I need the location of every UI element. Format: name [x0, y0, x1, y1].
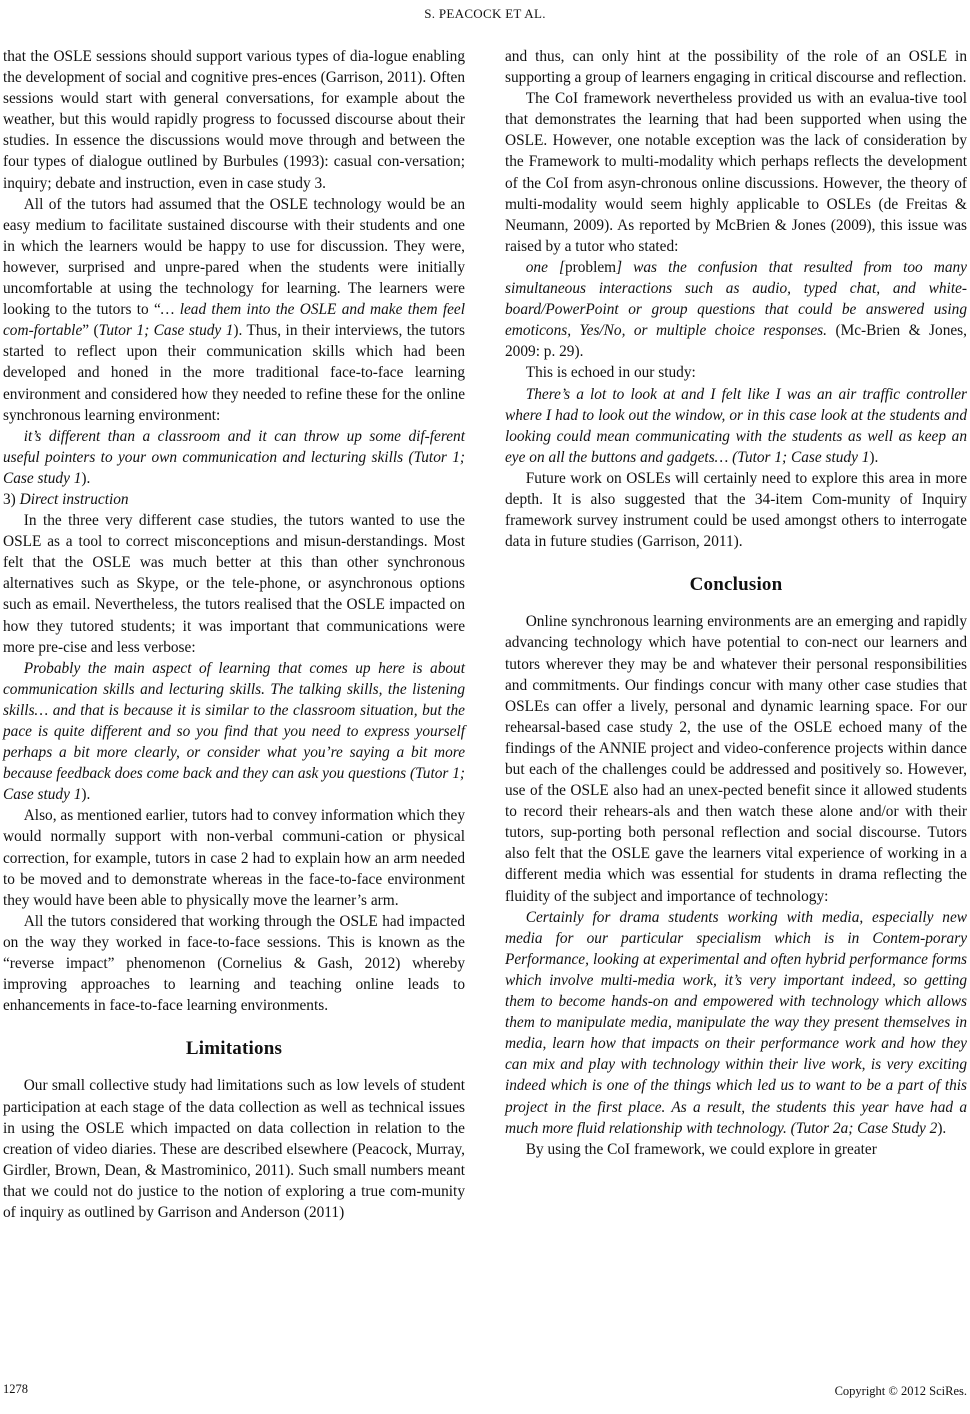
paragraph: Online synchronous learning environments are an emerging and rapidly advancing technology which have potential to con-nect our learners and tutors wherever they may be and whatever their personal responsibilities and commitments. Our findings concur with many other case studies that OSLEs can offer a lively, personal and dynamic learning space. For our rehearsal-based case study 2, the use of the OSLE echoed many of the findings of the ANNIE project and video-conference projects within dance but each of the challenges could be addressed and positively so. However, use of the OSLE also had an unex-pected benefit since it allowed students to record their rehears-als and then watch these alone and/or with their tutors, sup-porting both personal reflection and social discourse. Tutors also felt that the OSLE gave the learners vital experience of working in a different media which was essential for students in drama reflecting the fluidity of the subject and importance of technology:	[505, 613, 967, 905]
section-heading-limitations: Limitations	[185, 1038, 283, 1060]
paragraph: and thus, can only hint at the possibility of the role of an OSLE in supporting a group of learners engaging in critical discourse and reflection.	[505, 48, 967, 87]
citation: Tutor 1; Case study 1	[3, 448, 465, 487]
block-quote: There’s a lot to look at and I felt like I was an air traffic controller where I had to look out the window, or in this case look at the students and looking could mean communicating with the students as well as keep an eye on all the buttons and gadgets… (Tutor 1; Case study 1).	[505, 385, 967, 466]
paragraph: All the tutors considered that working through the OSLE had impacted on the way they worked in face-to-face sessions. This is known as the “reverse impact” phenomenon (Cornelius & Gash, 2012) whereby improving approaches to learning and teaching online leads to enhancements in face-to-face learning environments.	[3, 912, 465, 1015]
citation: (Mc-Brien & Jones, 2009: p. 29).	[505, 322, 967, 361]
copyright-notice: Copyright © 2012 SciRes.	[834, 1384, 967, 1398]
block-quote: one [problem] was the confusion that resulted from too many simultaneous interactions such as audio, typed chat, and white-board/PowerPoint or group questions that could be answered using emoticons, Yes/No, or multiple choice responses. (Mc-Brien & Jones, 2009: p. 29).	[505, 258, 967, 361]
paragraph: In the three very different case studies, the tutors wanted to use the OSLE as a tool to correct misconceptions and misun-derstandings. Most felt that the OSLE was much better at this than other synchronous alternatives such as Skype, or the tele-phone, or asynchronous options such as email. Nevertheless, the tutors realised that the OSLE impacted on how they tutored students; it was important that communications were more pre-cise and less verbose:	[3, 512, 465, 656]
paragraph: Future work on OSLEs will certainly need to explore this area in more depth. It is also suggested that the 34-item Com-munity of Inquiry framework survey instrument could be used amongst others to interrogate data in future studies (Garrison, 2011).	[505, 469, 967, 551]
citation: Tutor 1; Case study 1	[98, 322, 234, 340]
subsection-heading: 3) Direct instruction	[3, 490, 129, 508]
paragraph: Our small collective study had limitations such as low levels of student participation at each stage of the data collection as well as technical issues in using the OSLE which impacted on data collection in relation to the creation of video diaries. These are described elsewhere (Peacock, Murray, Girdler, Brown, Dean, & Mastrominico, 2011). Such small numbers meant that we could not do justice to the notion of exploring a true com-munity of inquiry as outlined by Garrison and Anderson (2011)	[3, 1077, 465, 1221]
running-head: S. PEACOCK ET AL.	[424, 6, 546, 21]
block-quote: Probably the main aspect of learning that comes up here is about communication skills and lecturing skills. The talking skills, the listening skills… and that is because it is similar to the classroom situation, but the pace is quite different and so you find that you need to express yourself perhaps a bit more clearly, or consider what you’re saying a bit more because feedback does come back and they can ask you questions (Tutor 1; Case study 1).	[3, 659, 465, 804]
section-heading-conclusion: Conclusion	[689, 574, 783, 596]
paragraph: All of the tutors had assumed that the OSLE technology would be an easy medium to facilitate sustained discourse with their students and one in which the learners would be happy to use for discussion. They were, however, surprised and unpre-pared when the students were initially uncomfortable at using the technology for learning. The learners were looking to the tutors to “… lead them into the OSLE and make them feel com-fortable” (Tutor 1; Case study 1). Thus, in their interviews, the tutors started to reflect upon their communication skills which had been developed and honed in the more traditional face-to-face learning environment and considered how they needed to refine these for the online synchronous learning environment:	[3, 195, 465, 424]
citation: Tutor 2a; Case Study 2	[795, 1119, 938, 1137]
paragraph: By using the CoI framework, we could explore in greater	[525, 1140, 877, 1158]
citation: Tutor 1; Case study 1	[737, 448, 870, 466]
citation: Tutor 1; Case study 1	[3, 765, 465, 804]
block-quote: it’s different than a classroom and it can throw up some dif-ferent useful pointers to your own communication and lecturing skills (Tutor 1; Case study 1).	[3, 427, 465, 487]
paragraph: Also, as mentioned earlier, tutors had to convey information which they would normally support with non-verbal communi-cation or physical correction, for example, tutors in case 2 had to explain how an arm needed to be moved and to demonstrate whereas in the face-to-face environment they would have been able to physically move the learner’s arm.	[3, 807, 465, 909]
page-number: 1278	[3, 1382, 28, 1396]
right-column	[505, 46, 967, 1160]
paragraph: that the OSLE sessions should support various types of dia-logue enabling the development of social and cognitive pres-ences (Garrison, 2011). Often sessions would start with general conversations, for example about the weather, but this would rapidly progress to focussed discourse about their studies. In essence the discussions would move through and between the four types of dialogue outlined by Burbules (1993): casual con-versation; inquiry; debate and instruction, even in case study 3.	[3, 48, 465, 192]
inline-quote: … lead them into the OSLE and make them feel com-fortable	[3, 301, 465, 340]
paragraph: This is echoed in our study:	[525, 364, 696, 382]
block-quote: Certainly for drama students working with media, especially new media for our particular specialism which is in Contem-porary Performance, looking at experimental and often hybrid performance forms which involve multi-media work, it’s very important indeed, so getting them to become hands-on and empowered with technology which allows them to manipulate media, manipulate the way they present themselves in media, learn how that impacts on their performance work and how they can mix and play with technology within their live work, is very exciting indeed which is one of the things which led us to want to be a part of this project in the first place. As a result, the students this year have had a much more fluid relationship with technology. (Tutor 2a; Case Study 2).	[505, 908, 967, 1137]
paragraph: The CoI framework nevertheless provided us with an evalua-tive tool that demonstrates the learning that had been supported when using the OSLE. However, one notable exception was the lack of consideration by the Framework to multi-modality which perhaps reflects the development of the CoI from asyn-chronous online discussions. However, the theory of multi-modality would seem highly applicable to OSLEs (de Freitas & Neumann, 2009). As reported by McBrien & Jones (2009), this issue was raised by a tutor who stated:	[505, 90, 967, 255]
left-column	[3, 46, 465, 1223]
